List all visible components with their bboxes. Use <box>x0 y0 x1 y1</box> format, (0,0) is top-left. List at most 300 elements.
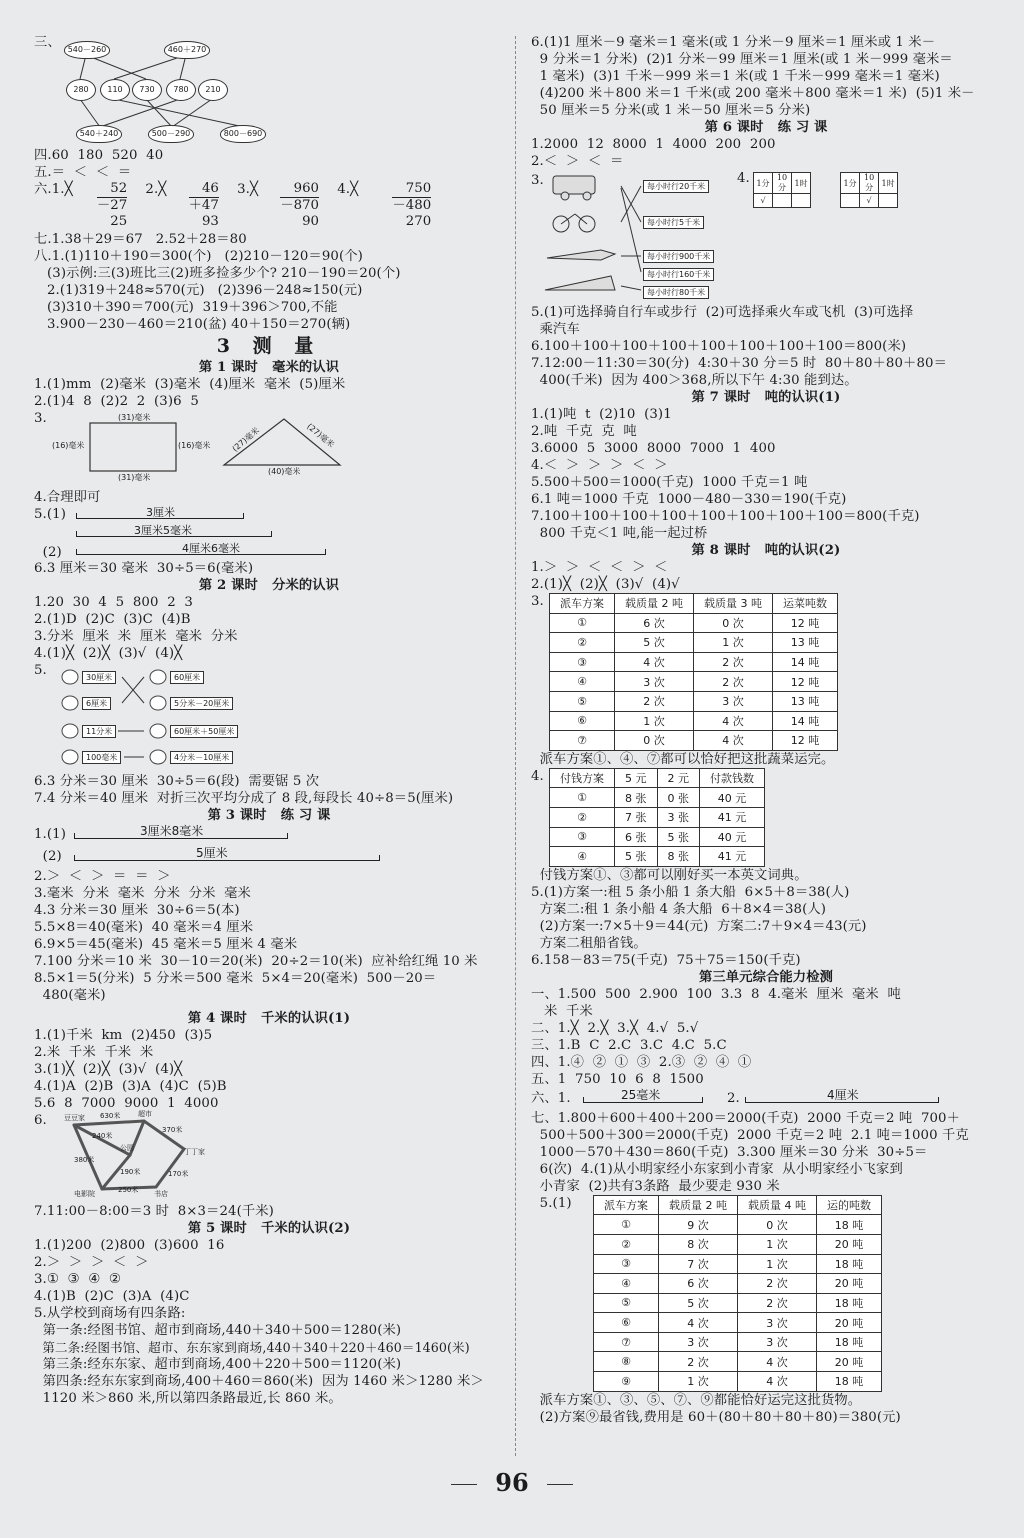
table-cell: 6 次 <box>659 1274 738 1294</box>
pot-expression: 540－260 <box>64 41 110 59</box>
right-column <box>531 34 1001 1426</box>
text-line: 5.(1)方案一:租 5 条小船 1 条大船 6×5＋8＝38(人) <box>531 884 850 900</box>
measure-label: 3厘米5毫米 <box>134 524 192 537</box>
table-cell: 3 次 <box>738 1332 817 1352</box>
text-line: 5.5×8＝40(毫米) 40 毫米＝4 厘米 <box>34 920 254 935</box>
map-label: 380米 <box>74 1156 95 1164</box>
table-cell: 20 吨 <box>817 1274 882 1294</box>
text-line: 2.米 千米 千米 米 <box>34 1045 154 1060</box>
table-header-cell: 5 元 <box>615 768 658 788</box>
table-cell: 20 吨 <box>817 1352 882 1372</box>
map-label: 公园 <box>120 1144 134 1152</box>
table-cell: 4 次 <box>738 1372 817 1392</box>
table-header-row <box>594 1195 882 1215</box>
left-column <box>34 34 504 1407</box>
table-cell: 3 张 <box>657 807 700 827</box>
table-row <box>550 731 838 751</box>
flower-number: 280 <box>66 79 96 101</box>
table-cell: ⑥ <box>550 711 615 731</box>
table-row <box>550 652 838 672</box>
text-line: (3)310＋390＝700(元) 319＋396＞700,不能 <box>34 300 338 315</box>
text-line: 小青家 (2)共有3条路 最少要走 930 米 <box>531 1178 780 1194</box>
payment-table <box>549 768 765 867</box>
table-cell: 1 次 <box>615 711 694 731</box>
table-cell: 1 次 <box>738 1234 817 1254</box>
matching-lines <box>34 665 294 769</box>
text-line: 6.158－83＝75(千克) 75＋75＝150(千克) <box>531 952 801 968</box>
length-tag: 5分米－20厘米 <box>170 697 233 710</box>
table-cell: 8 张 <box>615 788 658 808</box>
text-line: 4.＜ ＞ ＞ ＞ ＜ ＞ <box>531 458 668 473</box>
table-row <box>550 691 838 711</box>
text-line: 8.5×1＝5(分米) 5 分米＝500 毫米 5×4＝20(毫米) 500－20＝ <box>34 971 437 986</box>
table-row <box>550 613 838 633</box>
table-row <box>550 807 765 827</box>
table-cell: 8 张 <box>657 847 700 867</box>
table-cell: √ <box>860 194 879 208</box>
measure-label: 3厘米8毫米 <box>140 824 204 838</box>
table-cell: ④ <box>550 672 615 692</box>
text-line: 派车方案①、③、⑤、⑦、⑨都能恰好运完这批货物。 <box>531 1392 862 1408</box>
text-line: 6.9×5＝45(毫米) 45 毫米＝5 厘米 4 毫米 <box>34 937 298 952</box>
choice-table <box>753 172 811 208</box>
table-row <box>594 1274 882 1294</box>
text-line: 五.＝ ＜ ＜ ＝ <box>34 165 132 180</box>
speed-tag: 每小时行160千米 <box>643 268 714 281</box>
text-line: 乘汽车 <box>531 322 580 337</box>
table-cell: 1 次 <box>659 1372 738 1392</box>
table-row <box>550 711 838 731</box>
text-line: (2)方案⑨最省钱,费用是 60＋(80＋80＋80＋80)＝380(元) <box>531 1409 901 1425</box>
text-line: 7.11:00－8:00＝3 时 8×3＝24(千米) <box>34 1204 274 1219</box>
text-line: 2.＞ ＞ ＞ ＜ ＞ <box>34 1255 149 1270</box>
text-line: 五、1 750 10 6 8 1500 <box>531 1071 704 1087</box>
table-cell: 18 吨 <box>817 1293 882 1313</box>
table-row <box>594 1293 882 1313</box>
lesson-title: 第 2 课时 分米的认识 <box>198 578 340 593</box>
table-header-cell: 运菜吨数 <box>773 594 838 614</box>
table-cell: 1时 <box>879 173 898 194</box>
text-line: 七、1.800＋600＋400＋200＝2000(千克) 2000 千克＝2 吨 700＋ <box>531 1110 961 1126</box>
text-line: 6(次) 4.(1)从小明家经小东家到小青家 从小明家经小飞家到 <box>531 1161 903 1177</box>
text-line: 6.(1)1 厘米－9 毫米＝1 毫米(或 1 分米－9 厘米＝1 厘米或 1 米－ <box>531 35 936 50</box>
table-block <box>531 1195 1001 1392</box>
table-cell: 0 次 <box>694 613 773 633</box>
vertical-calc <box>392 181 431 230</box>
table-row <box>594 1372 882 1392</box>
text-line: 1000－570＋430＝860(千克) 3.300 厘米＝30 分米 30÷5＝ <box>531 1144 928 1160</box>
table-cell: ⑥ <box>594 1313 659 1333</box>
text-line: 七.1.38＋29＝67 2.52＋28＝80 <box>34 232 247 247</box>
table-cell: 5 次 <box>659 1293 738 1313</box>
table-header-cell: 载质量 4 吨 <box>738 1195 817 1215</box>
text-line: 第二条:经图书馆、超市、东东家到商场,440＋340＋220＋460＝1460(米) <box>34 1340 470 1355</box>
dimension-label: (16)毫米 <box>178 441 211 450</box>
table-row <box>550 788 765 808</box>
table-cell: ③ <box>550 652 615 672</box>
table-cell: 41 元 <box>700 847 765 867</box>
text-line: 四、1.④ ② ① ③ 2.③ ② ④ ① <box>531 1054 752 1070</box>
table-cell: ② <box>594 1234 659 1254</box>
table-cell: 1 次 <box>738 1254 817 1274</box>
table-cell: ④ <box>594 1274 659 1294</box>
text-line: 4.╳ <box>337 182 359 197</box>
text-line: 4.合理即可 <box>34 490 101 505</box>
map-label: 240米 <box>92 1132 113 1140</box>
text-line: (3)示例:三(3)班比三(2)班多捡多少个? 210－190＝20(个) <box>34 266 401 281</box>
table-block <box>531 593 1001 751</box>
text-line: 400(千米) 因为 400＞368,所以下午 4:30 能到达。 <box>531 373 858 388</box>
speed-tag: 每小时行900千米 <box>643 250 714 263</box>
text-line: 6.100＋100＋100＋100＋100＋100＋100＋100＝800(米) <box>531 339 907 354</box>
text-line: 4.(1)B (2)C (3)A (4)C <box>34 1289 190 1304</box>
table-row <box>550 827 765 847</box>
calc-operand: 750 <box>405 181 432 196</box>
table-cell: ⑤ <box>550 691 615 711</box>
table-header-cell: 运的吨数 <box>817 1195 882 1215</box>
table-row <box>594 1215 882 1235</box>
text-line: 1.(1)200 (2)800 (3)600 16 <box>34 1238 225 1253</box>
table-cell: 5 张 <box>657 827 700 847</box>
table-row <box>550 672 838 692</box>
text-line: 米 千米 <box>531 1003 593 1019</box>
length-tag: 60厘米＋50厘米 <box>170 725 238 738</box>
table-cell: 2 次 <box>694 652 773 672</box>
table-cell: 14 吨 <box>773 652 838 672</box>
flower-number: 730 <box>132 79 162 101</box>
lesson-title: 第 8 课时 吨的认识(2) <box>691 543 841 558</box>
dash-decoration <box>547 1484 573 1485</box>
text-line: 四.60 180 520 40 <box>34 148 164 163</box>
text-line: 3.① ③ ④ ② <box>34 1272 121 1287</box>
dimension-label: (16)毫米 <box>52 441 85 450</box>
table-cell: 41 元 <box>700 807 765 827</box>
text-line: 4.3 分米＝30 厘米 30÷6＝5(本) <box>34 903 240 918</box>
table-cell: 12 吨 <box>773 731 838 751</box>
table-cell: 5 次 <box>615 633 694 653</box>
map-label: 书店 <box>154 1190 168 1198</box>
map-label: 630米 <box>100 1112 121 1120</box>
length-tag: 100毫米 <box>82 751 121 764</box>
text-line: 方案二:租 1 条小船 4 条大船 6＋8×4＝38(人) <box>531 901 827 917</box>
text-line: (4)200 米＋800 米＝1 千米(或 200 毫米＋800 毫米＝1 米) (5)1 米－ <box>531 86 975 101</box>
table-cell: 14 吨 <box>773 711 838 731</box>
text-line: 7.12:00－11:30＝30(分) 4:30＋30 分＝5 时 80＋80＋80＋80＝ <box>531 356 947 371</box>
text-line: 2.＜ ＞ ＜ ＝ <box>531 154 624 169</box>
page-number-text: 96 <box>495 1468 529 1497</box>
flower-number: 110 <box>100 79 130 101</box>
text-line: 付钱方案①、③都可以刚好买一本英文词典。 <box>531 867 808 883</box>
table-cell: ⑧ <box>594 1352 659 1372</box>
table-cell: 18 吨 <box>817 1372 882 1392</box>
text-line: 5.(1) <box>34 507 67 522</box>
vehicle-speed-figure <box>531 172 1001 300</box>
table-row <box>594 1332 882 1352</box>
table-cell: ③ <box>594 1254 659 1274</box>
text-line: 六.1.╳ <box>34 182 73 197</box>
table-cell: 6 次 <box>615 613 694 633</box>
text-line: 六、1. <box>531 1090 571 1106</box>
table-header-cell: 载质量 3 吨 <box>694 594 773 614</box>
table-cell: ③ <box>550 827 615 847</box>
measure-label: 4厘米 <box>827 1087 859 1102</box>
text-line: 1.＞ ＞ ＜ ＜ ＞ ＜ <box>531 560 668 575</box>
length-tag: 6厘米 <box>82 697 111 710</box>
speed-tag: 每小时行80千米 <box>643 286 709 299</box>
text-line: 2.(1)╳ (2)╳ (3)√ (4)√ <box>531 577 680 592</box>
text-line: 派车方案①、④、⑦都可以恰好把这批蔬菜运完。 <box>531 751 835 767</box>
text-line: 1.(1)千米 km (2)450 (3)5 <box>34 1028 213 1043</box>
text-line: 二、1.╳ 2.╳ 3.╳ 4.√ 5.√ <box>531 1020 699 1036</box>
table-cell: ⑦ <box>550 731 615 751</box>
choice-table <box>840 172 898 208</box>
table-row <box>594 1254 882 1274</box>
text-line: 3.900－230－460＝210(盆) 40＋150＝270(辆) <box>34 317 351 332</box>
airplane-icon <box>547 250 615 260</box>
text-line: 5.500＋500＝1000(千克) 1000 千克＝1 吨 <box>531 475 808 490</box>
table-cell: √ <box>754 194 773 208</box>
map-label: 370米 <box>162 1126 183 1134</box>
column-divider <box>515 36 516 1456</box>
table-cell: 3 次 <box>615 672 694 692</box>
table-header-row <box>550 768 765 788</box>
table-header-cell: 载质量 2 吨 <box>659 1195 738 1215</box>
table-header-cell: 派车方案 <box>594 1195 659 1215</box>
vertical-calc-row <box>34 181 504 231</box>
table-cell: ② <box>550 633 615 653</box>
text-line: 5.(1) <box>531 1195 572 1211</box>
unit-title: 3 测 量 <box>216 335 322 357</box>
table-cell: 3 次 <box>694 691 773 711</box>
text-line: 4.(1)╳ (2)╳ (3)√ (4)╳ <box>34 646 183 661</box>
table-header-cell: 载质量 2 吨 <box>615 594 694 614</box>
length-tag: 11分米 <box>82 725 116 738</box>
text-line: 2.(1)4 8 (2)2 2 (3)6 5 <box>34 394 199 409</box>
chicken-matching-figure <box>34 665 504 769</box>
table-cell: 4 次 <box>659 1313 738 1333</box>
text-line: 6.1 吨＝1000 千克 1000－480－330＝190(千克) <box>531 492 847 507</box>
table-cell: 0 次 <box>615 731 694 751</box>
text-line: 2.＞ ＜ ＞ ＝ ＝ ＞ <box>34 869 171 884</box>
text-line: 9 分米＝1 分米) (2)1 分米－99 厘米＝1 厘米(或 1 米－999 毫米＝ <box>531 52 953 67</box>
map-label: 超市 <box>138 1110 152 1118</box>
text-line: 1.(1) <box>34 827 67 842</box>
text-line: 第三条:经东东家、超市到商场,400＋220＋500＝1120(米) <box>34 1357 402 1372</box>
text-line: 3.(1)╳ (2)╳ (3)√ (4)╳ <box>34 1062 183 1077</box>
page-number <box>0 1468 1024 1497</box>
table-cell: 10分 <box>860 173 879 194</box>
table-cell: 18 吨 <box>817 1215 882 1235</box>
matching-figure-pots <box>34 35 504 143</box>
text-line: 3. <box>531 594 544 609</box>
table-cell: 2 次 <box>615 691 694 711</box>
text-line: 6.3 厘米＝30 毫米 30÷5＝6(毫米) <box>34 561 254 576</box>
table-cell: 3 次 <box>738 1313 817 1333</box>
table-cell: 8 次 <box>659 1234 738 1254</box>
table-cell: ① <box>550 613 615 633</box>
table-cell: 2 次 <box>659 1352 738 1372</box>
lesson-title: 第 4 课时 千米的认识(1) <box>187 1011 351 1026</box>
calc-result: 93 <box>201 214 219 229</box>
pot-expression: 460＋270 <box>164 41 210 59</box>
text-line: 5.(1)可选择骑自行车或步行 (2)可选择乘火车或飞机 (3)可选择 <box>531 305 914 320</box>
pot-expression: 540＋240 <box>76 125 122 143</box>
table-cell: 20 吨 <box>817 1313 882 1333</box>
calc-operand: －480 <box>392 198 432 213</box>
map-label: 190米 <box>120 1168 141 1176</box>
table-cell: 0 张 <box>657 788 700 808</box>
text-line: 3. <box>34 411 47 426</box>
dimension-label: (27)毫米 <box>230 425 262 454</box>
text-line: (2) <box>34 545 62 560</box>
dispatch-table <box>549 593 838 751</box>
speed-tag: 每小时行20千米 <box>643 180 709 193</box>
table-cell: 2 次 <box>738 1274 817 1294</box>
text-line: 第一条:经图书馆、超市到商场,440＋340＋500＝1280(米) <box>34 1323 402 1338</box>
table-cell: ⑤ <box>594 1293 659 1313</box>
table-cell: 1时 <box>792 173 811 194</box>
flower-number: 210 <box>198 79 228 101</box>
text-line: 八.1.(1)110＋190＝300(个) (2)210－120＝90(个) <box>34 249 363 264</box>
text-line: 4. <box>737 171 750 186</box>
table-cell: 7 张 <box>615 807 658 827</box>
table-cell: 5 张 <box>615 847 658 867</box>
text-line: 500＋500＋300＝2000(千克) 2000 千克＝2 吨 2.1 吨＝1000 千克 <box>531 1127 969 1143</box>
table-cell: 4 次 <box>694 731 773 751</box>
text-line: 第四条:经东东家到商场,400＋460＝860(米) 因为 1460 米＞1280 米＞ <box>34 1374 484 1389</box>
calc-operand: －27 <box>96 198 128 213</box>
measure-line-row <box>34 824 504 846</box>
measure-line-row <box>34 506 504 524</box>
text-line: 2. <box>727 1090 740 1106</box>
text-line: 1.(1)吨 t (2)10 (3)1 <box>531 407 672 422</box>
table-row <box>550 847 765 867</box>
lesson-title: 第 7 课时 吨的认识(1) <box>691 390 841 405</box>
table-cell: 3 次 <box>659 1332 738 1352</box>
text-line: 三、1.B C 2.C 3.C 4.C 5.C <box>531 1037 727 1053</box>
table-cell: 4 次 <box>615 652 694 672</box>
measure-label: 25毫米 <box>621 1087 661 1102</box>
text-line: 1.20 30 4 5 800 2 3 <box>34 595 193 610</box>
table-cell: 20 吨 <box>817 1234 882 1254</box>
text-line: 6.3 分米＝30 厘米 30÷5＝6(段) 需要锯 5 次 <box>34 774 320 789</box>
calc-operand: 46 <box>201 181 219 196</box>
length-tag: 30厘米 <box>82 671 116 684</box>
map-label: 170米 <box>168 1170 189 1178</box>
length-tag: 60厘米 <box>170 671 204 684</box>
rectangle-triangle-figure <box>34 413 504 485</box>
table-cell: ① <box>594 1215 659 1235</box>
text-line: 1.2000 12 8000 1 4000 200 200 <box>531 137 776 152</box>
table-header-cell: 付款钱数 <box>700 768 765 788</box>
calc-result: 90 <box>302 214 320 229</box>
text-line: (2) <box>34 849 62 864</box>
text-line: 三、 <box>34 35 61 50</box>
text-line: 2.吨 千克 克 吨 <box>531 424 637 439</box>
table-cell: 1 次 <box>694 633 773 653</box>
text-line: 4. <box>531 768 544 784</box>
measure-line-row <box>34 542 504 560</box>
text-line: 7.100 分米＝10 米 30－10＝20(米) 20÷2＝10(米) 应补给红绳 10 米 <box>34 954 478 969</box>
table-cell: 18 吨 <box>817 1332 882 1352</box>
text-line: 1.(1)mm (2)毫米 (3)毫米 (4)厘米 毫米 (5)厘米 <box>34 377 346 392</box>
table-cell: 10分 <box>773 173 792 194</box>
calc-result: 270 <box>405 214 432 229</box>
pot-expression: 500－290 <box>148 125 194 143</box>
calc-result: 25 <box>110 214 128 229</box>
table-row <box>594 1234 882 1254</box>
text-line: 1 毫米) (3)1 千米－999 米＝1 米(或 1 千米－999 毫米＝1 毫米) <box>531 69 940 84</box>
vertical-calc <box>280 181 319 230</box>
truck-dispatch-table <box>593 1195 882 1392</box>
table-header-cell: 付钱方案 <box>550 768 615 788</box>
table-cell: 0 次 <box>738 1215 817 1235</box>
text-line: 2.(1)319＋248≈570(元) (2)396－248≈150(元) <box>34 283 363 298</box>
dimension-label: (27)毫米 <box>305 421 336 450</box>
table-cell: 12 吨 <box>773 613 838 633</box>
table-cell: 40 元 <box>700 827 765 847</box>
text-line: 2.╳ <box>145 182 167 197</box>
text-line: 3.6000 5 3000 8000 7000 1 400 <box>531 441 776 456</box>
lesson-title: 第 3 课时 练 习 课 <box>207 808 331 823</box>
table-cell: 13 吨 <box>773 633 838 653</box>
table-cell: 2 次 <box>738 1293 817 1313</box>
table-cell: 4 次 <box>694 711 773 731</box>
dash-decoration <box>451 1484 477 1485</box>
length-tag: 4分米－10厘米 <box>170 751 233 764</box>
dimension-label: (31)毫米 <box>118 413 151 422</box>
text-line: 4.(1)A (2)B (3)A (4)C (5)B <box>34 1079 227 1094</box>
text-line: 2.(1)D (2)C (3)C (4)B <box>34 612 191 627</box>
table-cell: 12 吨 <box>773 672 838 692</box>
map-label: 丁丁家 <box>184 1148 205 1156</box>
text-line: 3. <box>531 173 544 188</box>
table-cell: 2 次 <box>694 672 773 692</box>
text-line: 5.6 8 7000 9000 1 4000 <box>34 1096 219 1111</box>
text-line: (2)方案一:7×5＋9＝44(元) 方案二:7＋9×4＝43(元) <box>531 918 867 934</box>
measure-line-row <box>531 1088 1001 1110</box>
text-line: 3.分米 厘米 米 厘米 毫米 分米 <box>34 629 238 644</box>
text-line: 5. <box>34 663 47 678</box>
measure-label: 5厘米 <box>196 846 228 860</box>
route-map-figure <box>34 1110 504 1199</box>
table-cell: 18 吨 <box>817 1254 882 1274</box>
calc-operand: ＋47 <box>188 198 219 213</box>
measure-line-row <box>34 524 504 542</box>
measure-label: 3厘米 <box>146 506 175 519</box>
table-cell: 40 元 <box>700 788 765 808</box>
calc-operand: 960 <box>293 181 320 196</box>
speed-tag: 每小时行5千米 <box>643 216 704 229</box>
text-line: 方案二租船省钱。 <box>531 935 647 951</box>
table-cell: 13 吨 <box>773 691 838 711</box>
table-cell: ④ <box>550 847 615 867</box>
measure-line-row <box>34 846 504 868</box>
text-line: 7.100＋100＋100＋100＋100＋100＋100＋100＝800(千克) <box>531 509 920 524</box>
map-label: 电影院 <box>74 1190 95 1198</box>
text-line: 5.从学校到商场有四条路: <box>34 1306 186 1321</box>
lesson-title: 第 5 课时 千米的认识(2) <box>187 1221 351 1236</box>
table-header-cell: 2 元 <box>657 768 700 788</box>
text-line: 480(毫米) <box>34 988 106 1003</box>
flower-number: 780 <box>166 79 196 101</box>
text-line: 3.╳ <box>237 182 259 197</box>
table-header-row <box>550 594 838 614</box>
text-line: 50 厘米＝5 分米(或 1 米－50 厘米＝5 分米) <box>531 103 811 118</box>
text-line: 6. <box>34 1113 47 1128</box>
train-icon <box>545 276 615 290</box>
table-block <box>531 768 1001 867</box>
